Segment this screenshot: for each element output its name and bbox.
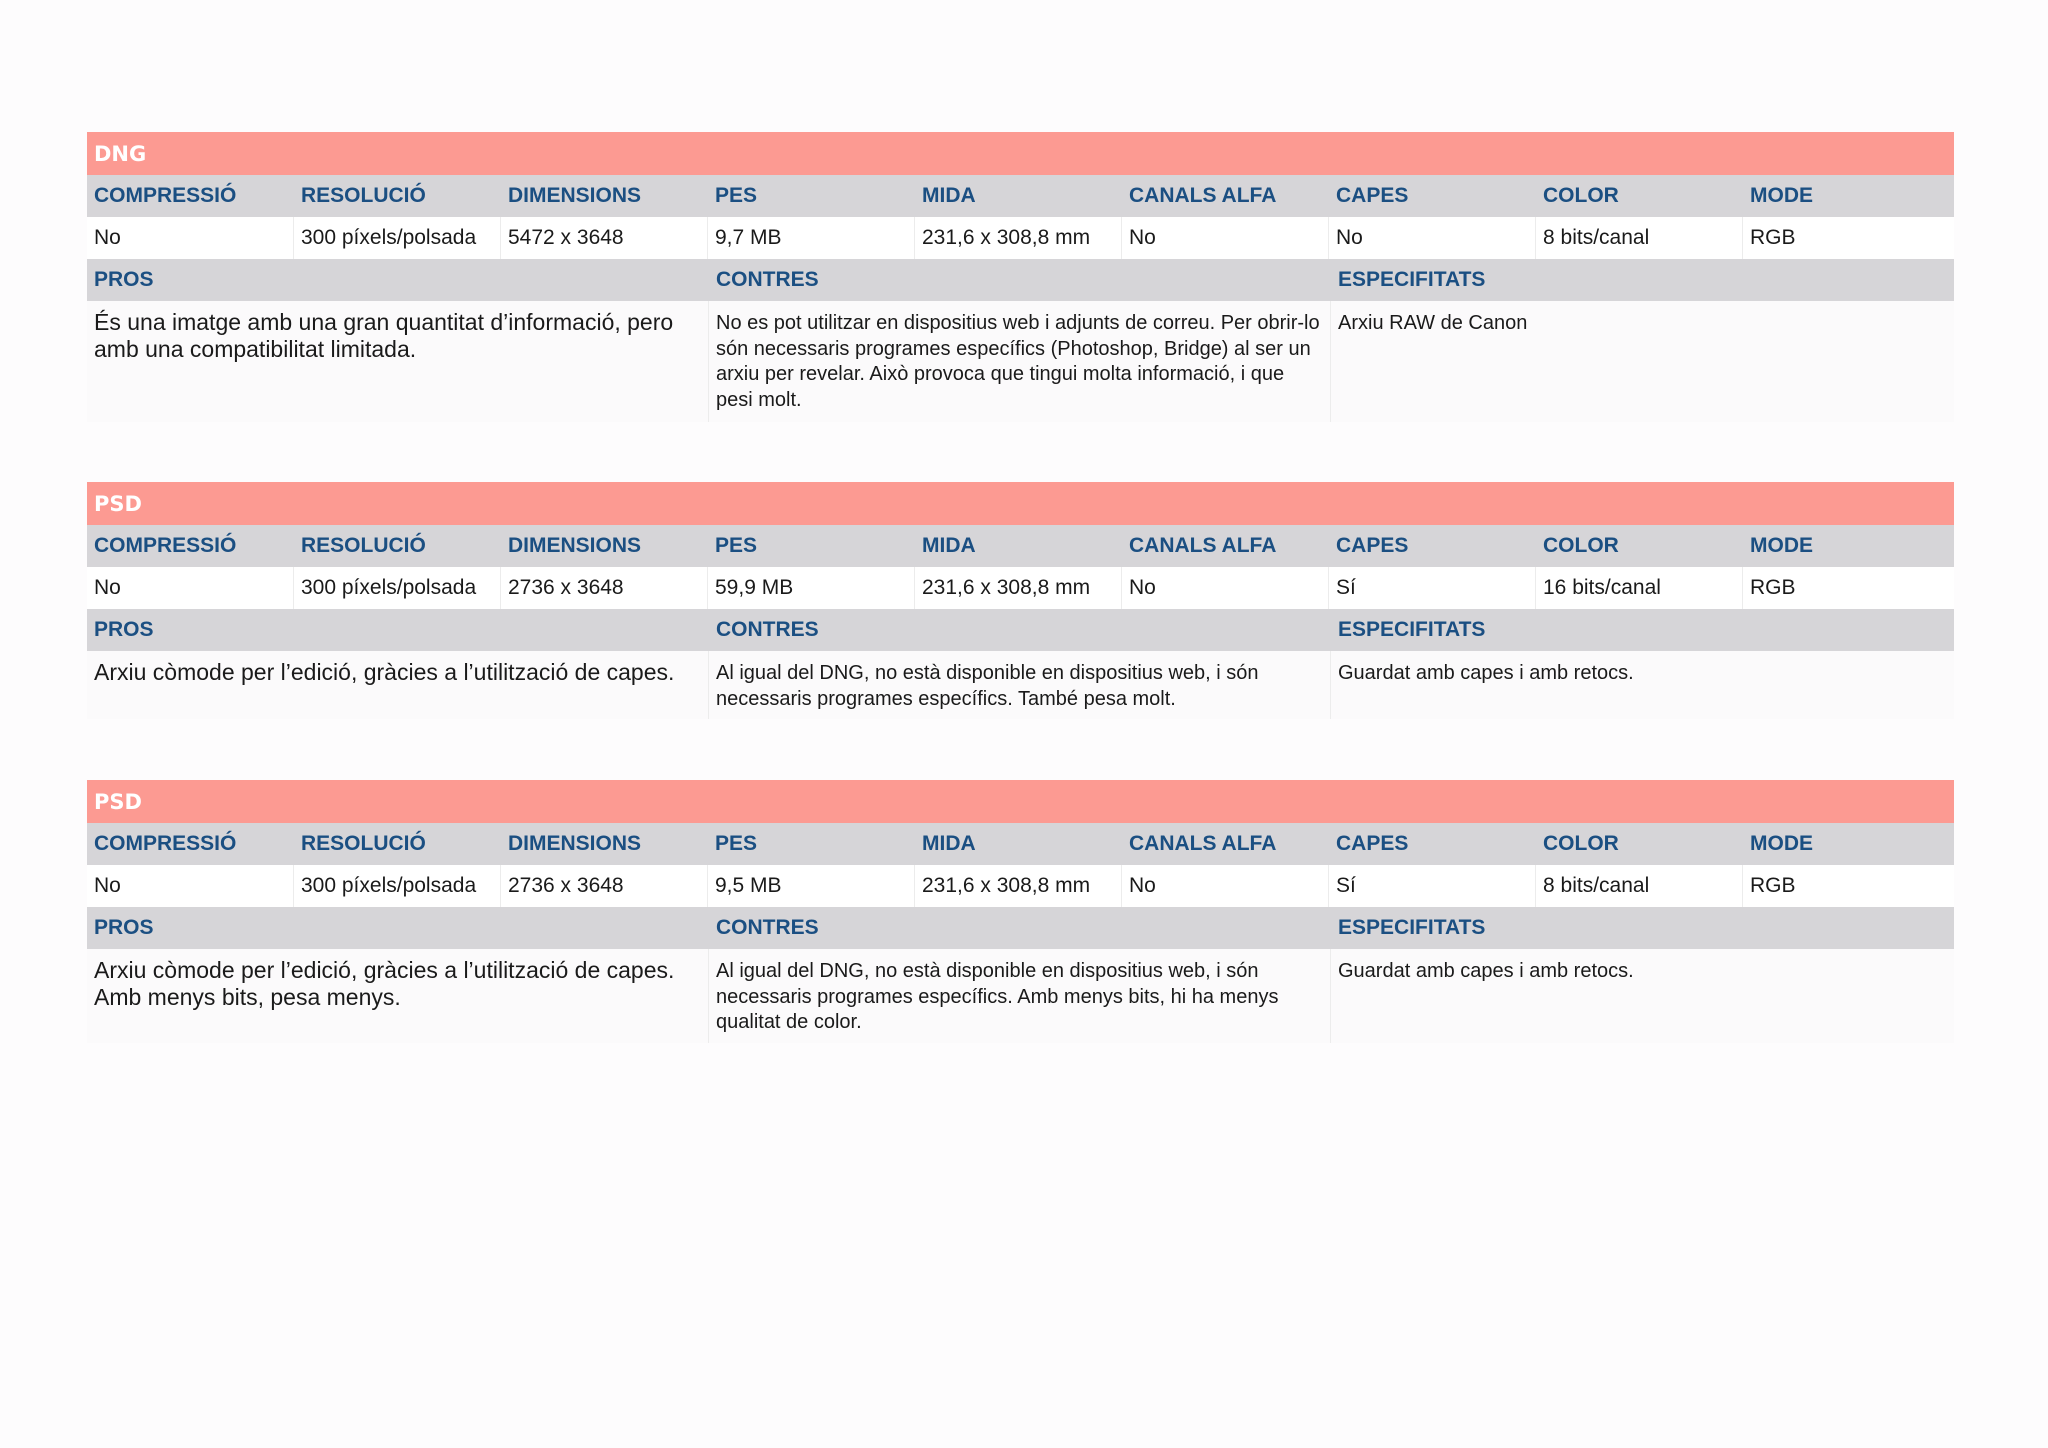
header-dimensions: DIMENSIONS bbox=[508, 534, 642, 557]
header-color: COLOR bbox=[1543, 534, 1619, 557]
header-canals-alfa: CANALS ALFA bbox=[1129, 184, 1277, 207]
section-body-row bbox=[87, 651, 1954, 719]
value-resolucio: 300 píxels/polsada bbox=[294, 865, 501, 907]
value-capes: Sí bbox=[1329, 865, 1536, 907]
format-table-psd-16bit bbox=[87, 482, 1954, 719]
header-mode: MODE bbox=[1750, 184, 1813, 207]
value-dimensions: 5472 x 3648 bbox=[501, 217, 708, 259]
value-pes: 9,5 MB bbox=[708, 865, 915, 907]
header-canals-alfa: CANALS ALFA bbox=[1129, 832, 1277, 855]
header-compressio: COMPRESSIÓ bbox=[94, 534, 237, 557]
table-title: PSD bbox=[87, 780, 1954, 823]
header-mida: MIDA bbox=[922, 534, 976, 557]
header-mode: MODE bbox=[1750, 534, 1813, 557]
value-color: 8 bits/canal bbox=[1536, 217, 1743, 259]
value-pes: 9,7 MB bbox=[708, 217, 915, 259]
header-mida: MIDA bbox=[922, 184, 976, 207]
value-canals-alfa: No bbox=[1122, 567, 1329, 609]
header-pes: PES bbox=[715, 832, 758, 855]
value-canals-alfa: No bbox=[1122, 865, 1329, 907]
header-capes: CAPES bbox=[1336, 184, 1409, 207]
header-resolucio: RESOLUCIÓ bbox=[301, 832, 426, 855]
header-canals-alfa: CANALS ALFA bbox=[1129, 534, 1277, 557]
value-color: 16 bits/canal bbox=[1536, 567, 1743, 609]
header-pros: PROS bbox=[94, 916, 154, 939]
header-especifitats: ESPECIFITATS bbox=[1338, 916, 1486, 939]
column-header-row bbox=[87, 175, 1954, 217]
header-especifitats: ESPECIFITATS bbox=[1338, 268, 1486, 291]
header-capes: CAPES bbox=[1336, 832, 1409, 855]
value-mode: RGB bbox=[1750, 226, 1796, 249]
value-row bbox=[87, 217, 1954, 259]
value-mode: RGB bbox=[1750, 874, 1796, 897]
value-mida: 231,6 x 308,8 mm bbox=[915, 865, 1122, 907]
especifitats-text: Arxiu RAW de Canon bbox=[1338, 312, 1528, 334]
especifitats-text: Guardat amb capes i amb retocs. bbox=[1338, 960, 1634, 982]
header-pros: PROS bbox=[94, 268, 154, 291]
header-pros: PROS bbox=[94, 618, 154, 641]
value-row bbox=[87, 865, 1954, 907]
format-table-psd-8bit bbox=[87, 780, 1954, 1043]
header-contres: CONTRES bbox=[716, 618, 819, 641]
header-contres: CONTRES bbox=[716, 916, 819, 939]
value-mida: 231,6 x 308,8 mm bbox=[915, 567, 1122, 609]
header-mode: MODE bbox=[1750, 832, 1813, 855]
section-body-row bbox=[87, 949, 1954, 1043]
value-row bbox=[87, 567, 1954, 609]
header-pes: PES bbox=[715, 184, 758, 207]
value-capes: No bbox=[1329, 217, 1536, 259]
header-especifitats: ESPECIFITATS bbox=[1338, 618, 1486, 641]
value-resolucio: 300 píxels/polsada bbox=[294, 217, 501, 259]
header-dimensions: DIMENSIONS bbox=[508, 832, 642, 855]
contres-text: No es pot utilitzar en dispositius web i adjunts de correu. Per obrir-lo són necessaris programes específics (Photoshop, Bridge) al ser un arxiu per revelar. Això provoca que tingui molta informació, i que pesi molt. bbox=[709, 301, 1331, 422]
header-pes: PES bbox=[715, 534, 758, 557]
contres-text: Al igual del DNG, no està disponible en dispositius web, i són necessaris programes específics. També pesa molt. bbox=[709, 651, 1331, 719]
header-mida: MIDA bbox=[922, 832, 976, 855]
section-body-row bbox=[87, 301, 1954, 422]
table-title: PSD bbox=[87, 482, 1954, 525]
value-dimensions: 2736 x 3648 bbox=[501, 567, 708, 609]
pros-text: Arxiu còmode per l’edició, gràcies a l’utilització de capes. Amb menys bits, pesa menys. bbox=[87, 949, 709, 1043]
table-title: DNG bbox=[87, 132, 1954, 175]
section-header-row bbox=[87, 259, 1954, 301]
column-header-row bbox=[87, 525, 1954, 567]
header-resolucio: RESOLUCIÓ bbox=[301, 534, 426, 557]
especifitats-text: Guardat amb capes i amb retocs. bbox=[1338, 662, 1634, 684]
header-capes: CAPES bbox=[1336, 534, 1409, 557]
value-compressio: No bbox=[87, 217, 294, 259]
value-pes: 59,9 MB bbox=[708, 567, 915, 609]
header-dimensions: DIMENSIONS bbox=[508, 184, 642, 207]
column-header-row bbox=[87, 823, 1954, 865]
value-capes: Sí bbox=[1329, 567, 1536, 609]
header-resolucio: RESOLUCIÓ bbox=[301, 184, 426, 207]
value-compressio: No bbox=[87, 567, 294, 609]
value-compressio: No bbox=[87, 865, 294, 907]
format-table-dng bbox=[87, 132, 1954, 422]
header-compressio: COMPRESSIÓ bbox=[94, 832, 237, 855]
header-color: COLOR bbox=[1543, 832, 1619, 855]
pros-text: És una imatge amb una gran quantitat d’informació, pero amb una compatibilitat limitada. bbox=[87, 301, 709, 422]
header-compressio: COMPRESSIÓ bbox=[94, 184, 237, 207]
value-color: 8 bits/canal bbox=[1536, 865, 1743, 907]
value-resolucio: 300 píxels/polsada bbox=[294, 567, 501, 609]
value-canals-alfa: No bbox=[1122, 217, 1329, 259]
header-contres: CONTRES bbox=[716, 268, 819, 291]
header-color: COLOR bbox=[1543, 184, 1619, 207]
contres-text: Al igual del DNG, no està disponible en dispositius web, i són necessaris programes específics. Amb menys bits, hi ha menys qualitat de color. bbox=[709, 949, 1331, 1043]
section-header-row bbox=[87, 907, 1954, 949]
value-dimensions: 2736 x 3648 bbox=[501, 865, 708, 907]
value-mode: RGB bbox=[1750, 576, 1796, 599]
value-mida: 231,6 x 308,8 mm bbox=[915, 217, 1122, 259]
section-header-row bbox=[87, 609, 1954, 651]
pros-text: Arxiu còmode per l’edició, gràcies a l’utilització de capes. bbox=[87, 651, 709, 719]
